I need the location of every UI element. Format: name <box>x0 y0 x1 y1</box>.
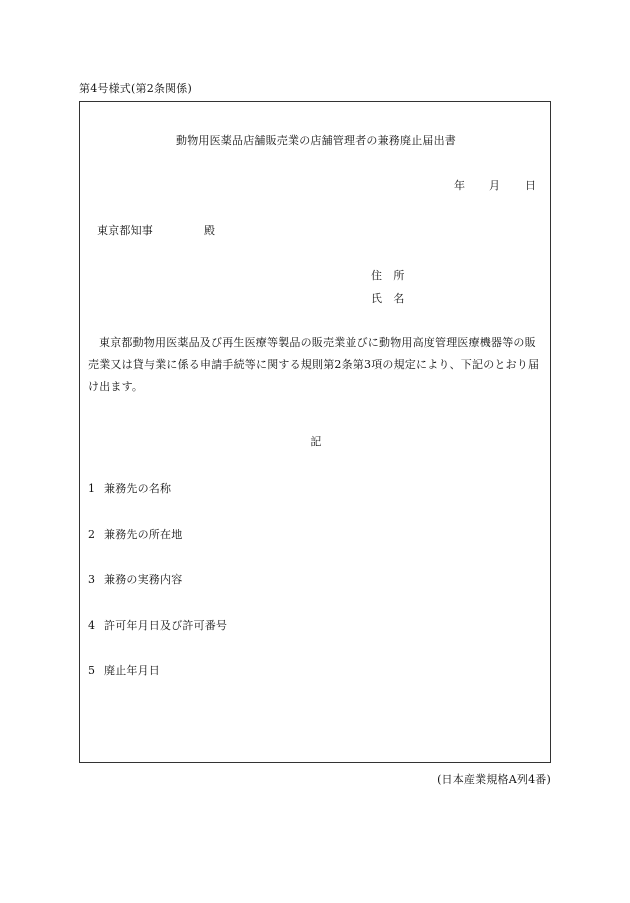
date-day-label: 日 <box>525 179 537 192</box>
document-title: 動物用医薬品店舗販売業の店舗管理者の兼務廃止届出書 <box>176 134 456 147</box>
item-label: 兼務先の所在地 <box>104 528 183 541</box>
addressee-honorific: 殿 <box>204 224 216 237</box>
list-item <box>88 664 160 678</box>
list-item <box>88 482 171 496</box>
item-label: 兼務の実務内容 <box>104 573 183 586</box>
list-item <box>88 573 182 587</box>
form-frame <box>79 101 551 763</box>
item-number: 5 <box>88 664 96 677</box>
ki-heading: 記 <box>310 435 322 448</box>
item-number: 1 <box>88 482 96 495</box>
addressee-name: 東京都知事 <box>97 224 153 237</box>
list-item <box>88 528 182 542</box>
item-label: 兼務先の名称 <box>104 482 172 495</box>
date-month-label: 月 <box>489 179 501 192</box>
item-number: 3 <box>88 573 96 586</box>
form-number-label: 第4号様式(第2条関係) <box>79 82 192 95</box>
date-year-label: 年 <box>454 179 466 192</box>
item-number: 4 <box>88 619 96 632</box>
applicant-name-label: 氏 名 <box>371 292 405 305</box>
item-number: 2 <box>88 528 96 541</box>
list-item <box>88 619 227 633</box>
paper-size-note: (日本産業規格A列4番) <box>437 773 551 786</box>
item-label: 廃止年月日 <box>104 664 160 677</box>
declaration-body: 東京都動物用医薬品及び再生医療等製品の販売業並びに動物用高度管理医療機器等の販売業又は貸与業に係る申請手続等に関する規則第2条第3項の規定により、下記のとおり届け出ます。 <box>88 336 540 393</box>
applicant-address-label: 住 所 <box>371 269 405 282</box>
item-label: 許可年月日及び許可番号 <box>104 619 228 632</box>
